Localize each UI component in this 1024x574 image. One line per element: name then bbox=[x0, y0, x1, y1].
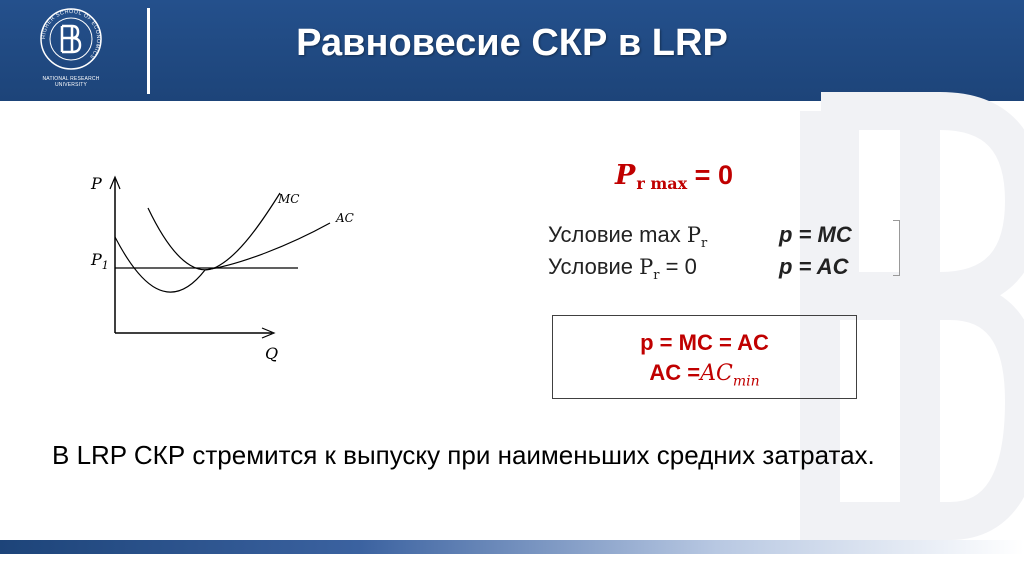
header-bar bbox=[0, 0, 1024, 101]
x-axis-label: Q bbox=[265, 344, 279, 363]
logo-subtitle-line1: NATIONAL RESEARCH bbox=[42, 76, 100, 82]
conditions-bracket bbox=[893, 220, 900, 276]
p1-label: $P_1$ bbox=[91, 250, 109, 272]
slide-title: Равновесие СКР в LRP bbox=[296, 22, 728, 64]
ac-label: AC bbox=[336, 211, 354, 225]
profit-max-line: $P_{r max} = 0$ bbox=[615, 160, 733, 193]
box-line-equality: p = MC = AC bbox=[640, 330, 769, 355]
formula-p-ac: p = AC bbox=[779, 254, 849, 279]
equilibrium-box bbox=[552, 315, 857, 399]
logo-ring-text: HIGHER SCHOOL OF ECONOMICS bbox=[40, 8, 102, 60]
condition-zero-profit: Условие $P_r = 0$ bbox=[548, 254, 697, 284]
mc-label: MC bbox=[278, 192, 300, 206]
footer-gradient-bar bbox=[0, 540, 1024, 554]
cost-curves-graph bbox=[80, 165, 354, 375]
ac-curve bbox=[115, 223, 330, 292]
y-axis-label: P bbox=[91, 174, 102, 193]
formula-p-mc: p = MC bbox=[779, 222, 852, 247]
condition-max-profit: Условие $\max P_r$ bbox=[548, 222, 708, 252]
mc-curve bbox=[148, 193, 280, 270]
conclusion-statement: В LRP СКР стремится к выпуску при наименьших средних затратах. bbox=[52, 440, 875, 470]
logo-subtitle-line2: UNIVERSITY bbox=[54, 82, 87, 88]
box-line-ac-min: AC $=AC_{min}$ bbox=[649, 360, 760, 390]
